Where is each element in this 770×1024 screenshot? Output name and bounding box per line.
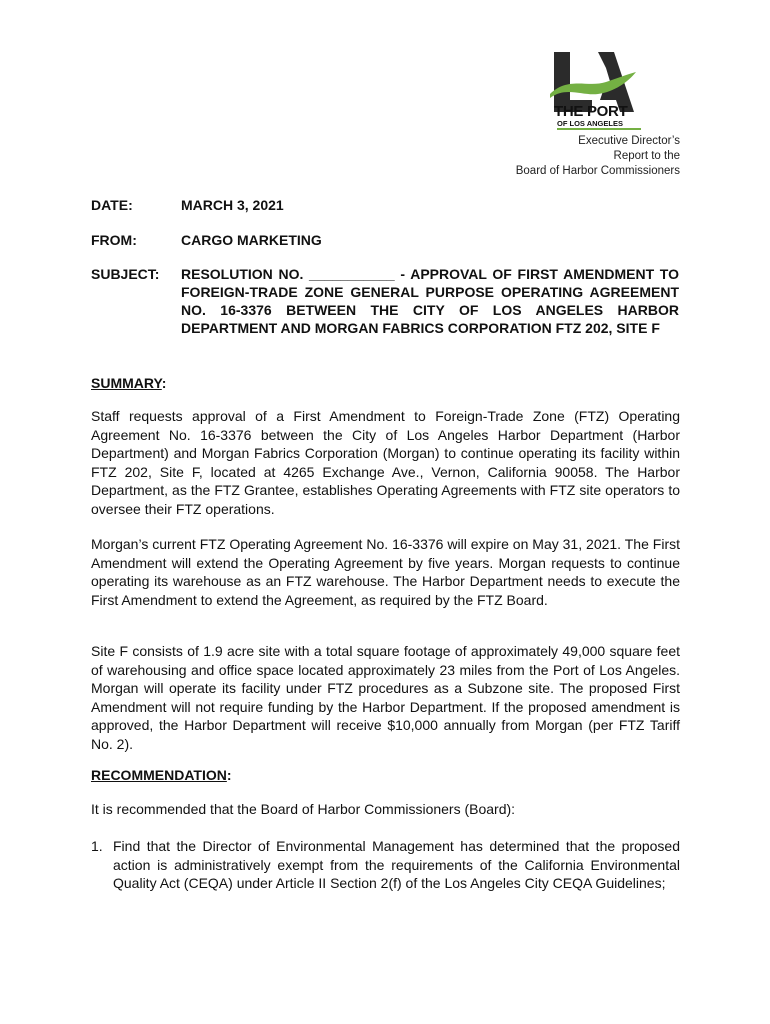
from-value: CARGO MARKETING	[181, 232, 322, 248]
recommendation-intro: It is recommended that the Board of Harbor Commissioners (Board):	[91, 801, 516, 817]
recommendation-item	[91, 837, 680, 893]
recommendation-item-text: Find that the Director of Environmental Management has determined that the proposed action is administratively exempt from the requirements of the California Environmental Quality Act (CEQA) under Article II Section 2(f) of the Los Angeles City CEQA Guidelines;	[113, 838, 680, 892]
logo-org-name: THE PORT	[554, 103, 628, 120]
recommendation-heading	[91, 766, 232, 784]
summary-paragraph-3: Site F consists of 1.9 acre site with a total square footage of approximately 49,000 square feet of warehousing and office space located approximately 23 miles from the Port of Los Angeles. Morgan will operate its facility under FTZ procedures as a Subzone site. The proposed First Amendment will not require funding by the Harbor Department. If the proposed amendment is approved, the Harbor Department will receive $10,000 annually from Morgan (per FTZ Tariff No. 2).	[91, 643, 680, 752]
report-caption	[480, 134, 680, 179]
date-label: DATE:	[91, 197, 133, 213]
summary-heading-colon: :	[161, 375, 167, 391]
recommendation-item-number: 1.	[91, 838, 103, 854]
logo-org-sub: OF LOS ANGELES	[557, 119, 623, 128]
report-line-2: Report to the	[613, 150, 680, 162]
report-line-1: Executive Director’s	[578, 135, 680, 147]
summary-heading-text: SUMMARY	[91, 375, 162, 391]
logo-divider	[557, 128, 641, 130]
summary-heading	[91, 374, 166, 392]
summary-paragraph-2: Morgan’s current FTZ Operating Agreement No. 16-3376 will expire on May 31, 2021. The First Amendment will extend the Operating Agreement by five years. Morgan requests to continue operating its warehouse as an FTZ warehouse. The Harbor Department needs to execute the First Amendment to extend the Agreement, as required by the FTZ Board.	[91, 536, 680, 608]
recommendation-heading-text: RECOMMENDATION	[91, 767, 227, 783]
subject-label: SUBJECT:	[91, 266, 160, 282]
date-value: MARCH 3, 2021	[181, 197, 284, 213]
report-line-3: Board of Harbor Commissioners	[515, 165, 680, 177]
summary-paragraph-1: Staff requests approval of a First Amendment to Foreign-Trade Zone (FTZ) Operating Agreement No. 16-3376 between the City of Los Angeles Harbor Department (Harbor Department) and Morgan Fabrics Corporation (Morgan) to continue operating its facility within FTZ 202, Site F, located at 4265 Exchange Ave., Vernon, California 90058. The Harbor Department, as the FTZ Grantee, establishes Operating Agreements with FTZ site operators to oversee their FTZ operations.	[91, 408, 680, 517]
recommendation-heading-colon: :	[226, 767, 232, 783]
subject-value: RESOLUTION NO. ___________ - APPROVAL OF FIRST AMENDMENT TO FOREIGN-TRADE ZONE GENERAL PURPOSE OPERATING AGREEMENT NO. 16-3376 BETWEEN THE CITY OF LOS ANGELES HARBOR DEPARTMENT AND MORGAN FABRICS CORPORATION FTZ 202, SITE F	[181, 266, 679, 336]
from-label: FROM:	[91, 232, 137, 248]
